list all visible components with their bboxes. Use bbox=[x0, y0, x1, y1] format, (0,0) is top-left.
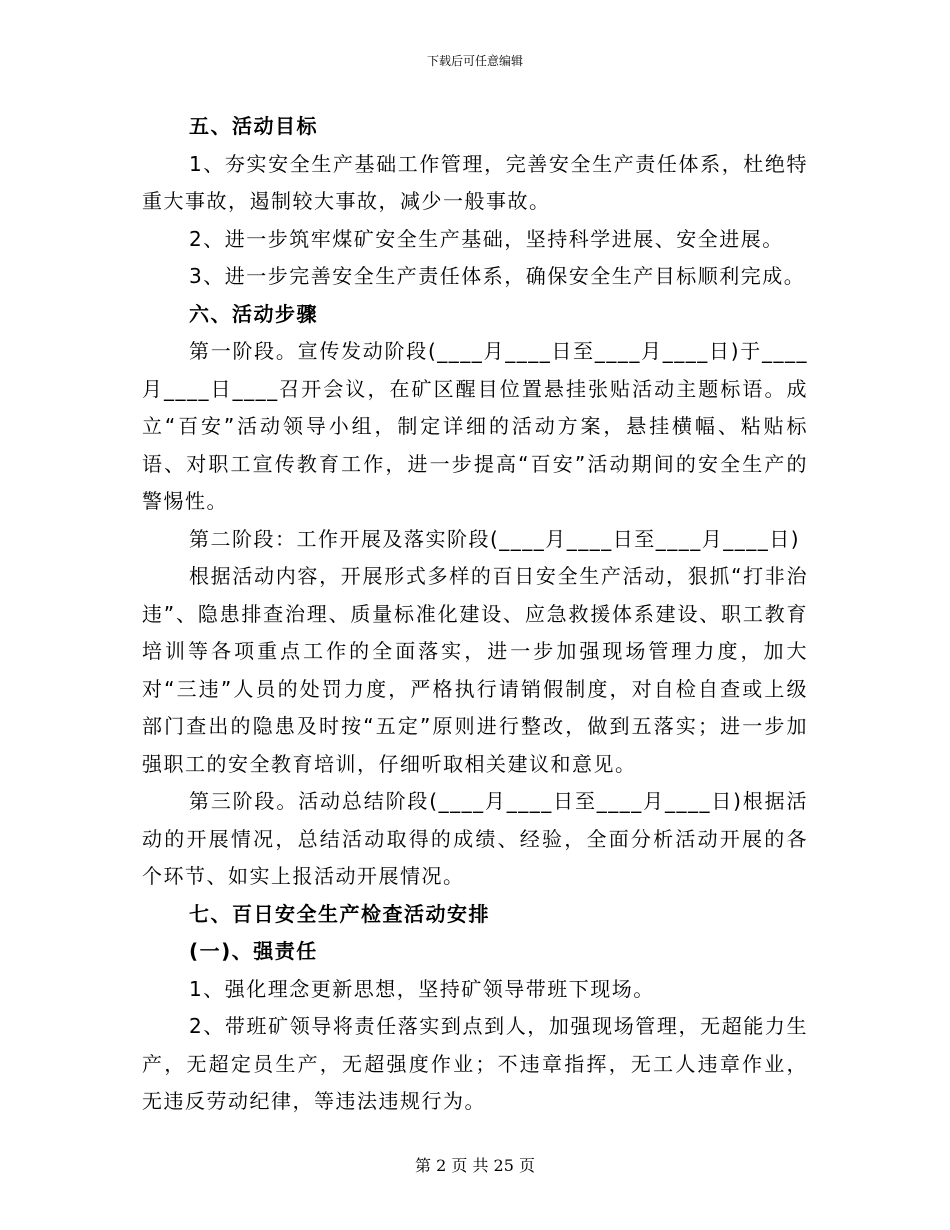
body-paragraph: 1、强化理念更新思想，坚持矿领导带班下现场。 bbox=[189, 976, 655, 1001]
section-heading: 五、活动目标 bbox=[189, 114, 318, 138]
body-paragraph: 第一阶段。宣传发动阶段(____月____日至____月____日)于____月____日____召开会议，在矿区醒目位置悬挂张贴活动主题标语。成立“百安”活动领导小组，制定详细的活动方案，悬挂横幅、粘贴标语、对职工宣传教育工作，进一步提高“百安”活动期间的安全生产的警惕性。 bbox=[142, 339, 808, 513]
subsection-heading: (一)、强责任 bbox=[189, 939, 318, 963]
body-paragraph: 1、夯实安全生产基础工作管理，完善安全生产责任体系，杜绝特重大事故，遏制较大事故，减少一般事故。 bbox=[142, 151, 808, 213]
page-header: 下载后可任意编辑 bbox=[426, 54, 523, 68]
page-number: 第 2 页 共 25 页 bbox=[415, 1156, 535, 1175]
body-paragraph: 2、带班矿领导将责任落实到点到人，加强现场管理，无超能力生产，无超定员生产，无超强度作业；不违章指挥，无工人违章作业，无违反劳动纪律，等违法违规行为。 bbox=[142, 1014, 808, 1113]
body-paragraph: 第三阶段。活动总结阶段(____月____日至____月____日)根据活动的开展情况，总结活动取得的成绩、经验，全面分析活动开展的各个环节、如实上报活动开展情况。 bbox=[142, 789, 808, 888]
body-paragraph: 第二阶段：工作开展及落实阶段(____月____日至____月____日) bbox=[189, 526, 801, 551]
body-paragraph: 2、进一步筑牢煤矿安全生产基础，坚持科学进展、安全进展。 bbox=[189, 226, 784, 251]
body-paragraph: 3、进一步完善安全生产责任体系，确保安全生产目标顺利完成。 bbox=[189, 264, 806, 288]
document-body bbox=[142, 108, 808, 1121]
body-paragraph: 根据活动内容，开展形式多样的百日安全生产活动，狠抓“打非治违”、隐患排查治理、质量标准化建设、应急救援体系建设、职工教育培训等各项重点工作的全面落实，进一步加强现场管理力度，加大对“三违”人员的处罚力度，严格执行请销假制度，对自检自查或上级部门查出的隐患及时按“五定”原则进行整改，做到五落实；进一步加强职工的安全教育培训，仔细听取相关建议和意见。 bbox=[142, 564, 808, 776]
section-heading: 七、百日安全生产检查活动安排 bbox=[189, 901, 490, 926]
section-heading: 六、活动步骤 bbox=[189, 301, 318, 326]
